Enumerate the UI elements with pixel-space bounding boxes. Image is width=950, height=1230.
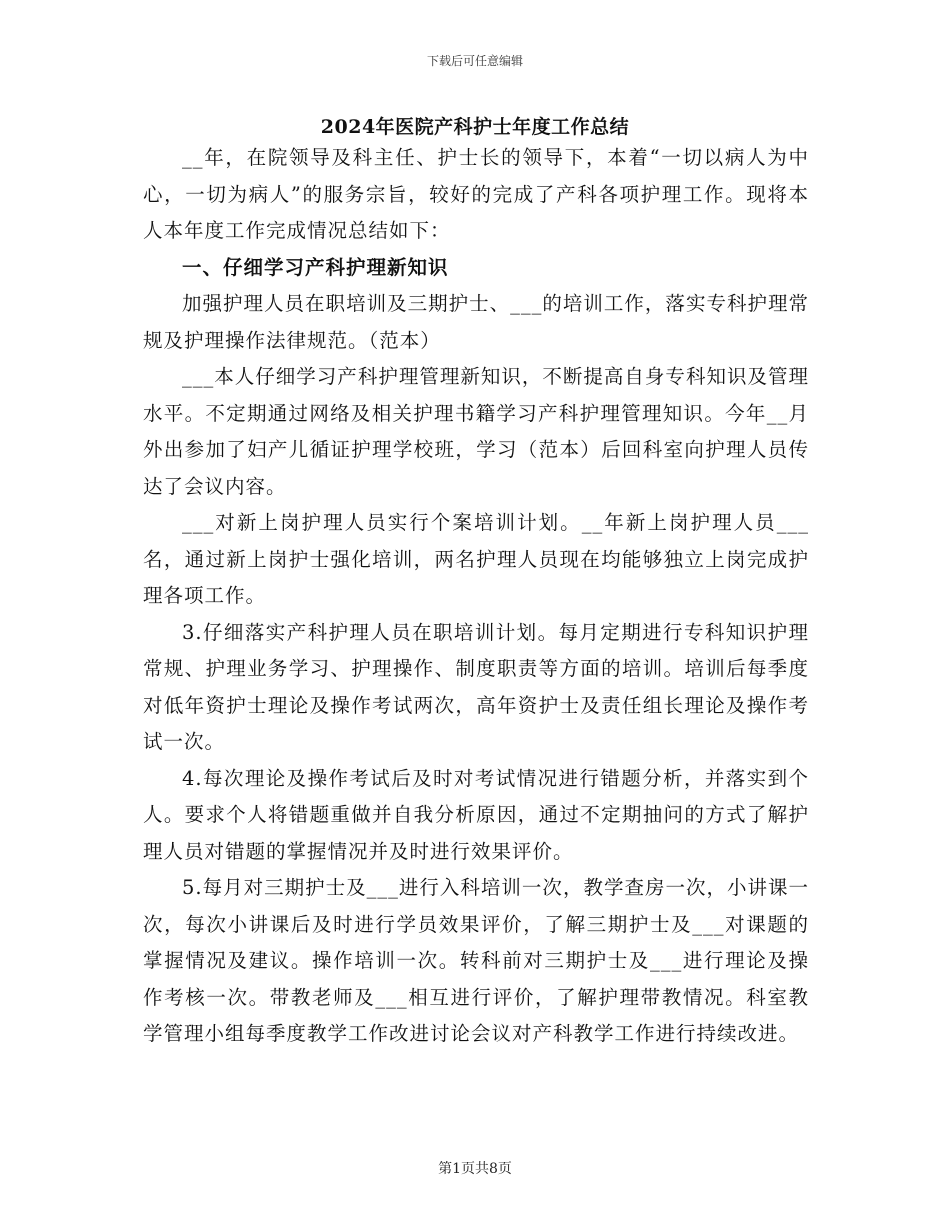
section-heading: 一、仔细学习产科护理新知识 — [182, 255, 449, 279]
page-number: 第1页共8页 — [438, 1161, 512, 1177]
body-paragraph: ___对新上岗护理人员实行个案培训计划。__年新上岗护理人员___名，通过新上岗护士强化培训，两名护理人员现在均能够独立上岗完成护理各项工作。 — [143, 511, 809, 607]
body-paragraph: 加强护理人员在职培训及三期护士、___的培训工作，落实专科护理常规及护理操作法律规范。（范本） — [143, 292, 809, 352]
document-body — [143, 140, 809, 1053]
download-note: 下载后可任意编辑 — [426, 54, 523, 68]
body-paragraph: ___本人仔细学习产科护理管理新知识，不断提高自身专科知识及管理水平。不定期通过网络及相关护理书籍学习产科护理管理知识。今年__月外出参加了妇产儿循证护理学校班，学习（范本）后回科室向护理人员传达了会议内容。 — [143, 365, 809, 498]
document-title: 2024年医院产科护士年度工作总结 — [320, 116, 630, 138]
body-paragraph: 5.每月对三期护士及___进行入科培训一次，教学查房一次，小讲课一次，每次小讲课后及时进行学员效果评价，了解三期护士及___对课题的掌握情况及建议。操作培训一次。转科前对三期护士及___进行理论及操作考核一次。带教老师及___相互进行评价，了解护理带教情况。科室教学管理小组每季度教学工作改进讨论会议对产科教学工作进行持续改进。 — [143, 876, 809, 1045]
intro-paragraph: __年，在院领导及科主任、护士长的领导下，本着“一切以病人为中心，一切为病人”的服务宗旨，较好的完成了产科各项护理工作。现将本人本年度工作完成情况总结如下： — [143, 146, 809, 242]
body-paragraph: 4.每次理论及操作考试后及时对考试情况进行错题分析，并落实到个人。要求个人将错题重做并自我分析原因，通过不定期抽问的方式了解护理人员对错题的掌握情况并及时进行效果评价。 — [143, 766, 809, 863]
body-paragraph: 3.仔细落实产科护理人员在职培训计划。每月定期进行专科知识护理常规、护理业务学习、护理操作、制度职责等方面的培训。培训后每季度对低年资护士理论及操作考试两次，高年资护士及责任组长理论及操作考试一次。 — [143, 620, 809, 753]
